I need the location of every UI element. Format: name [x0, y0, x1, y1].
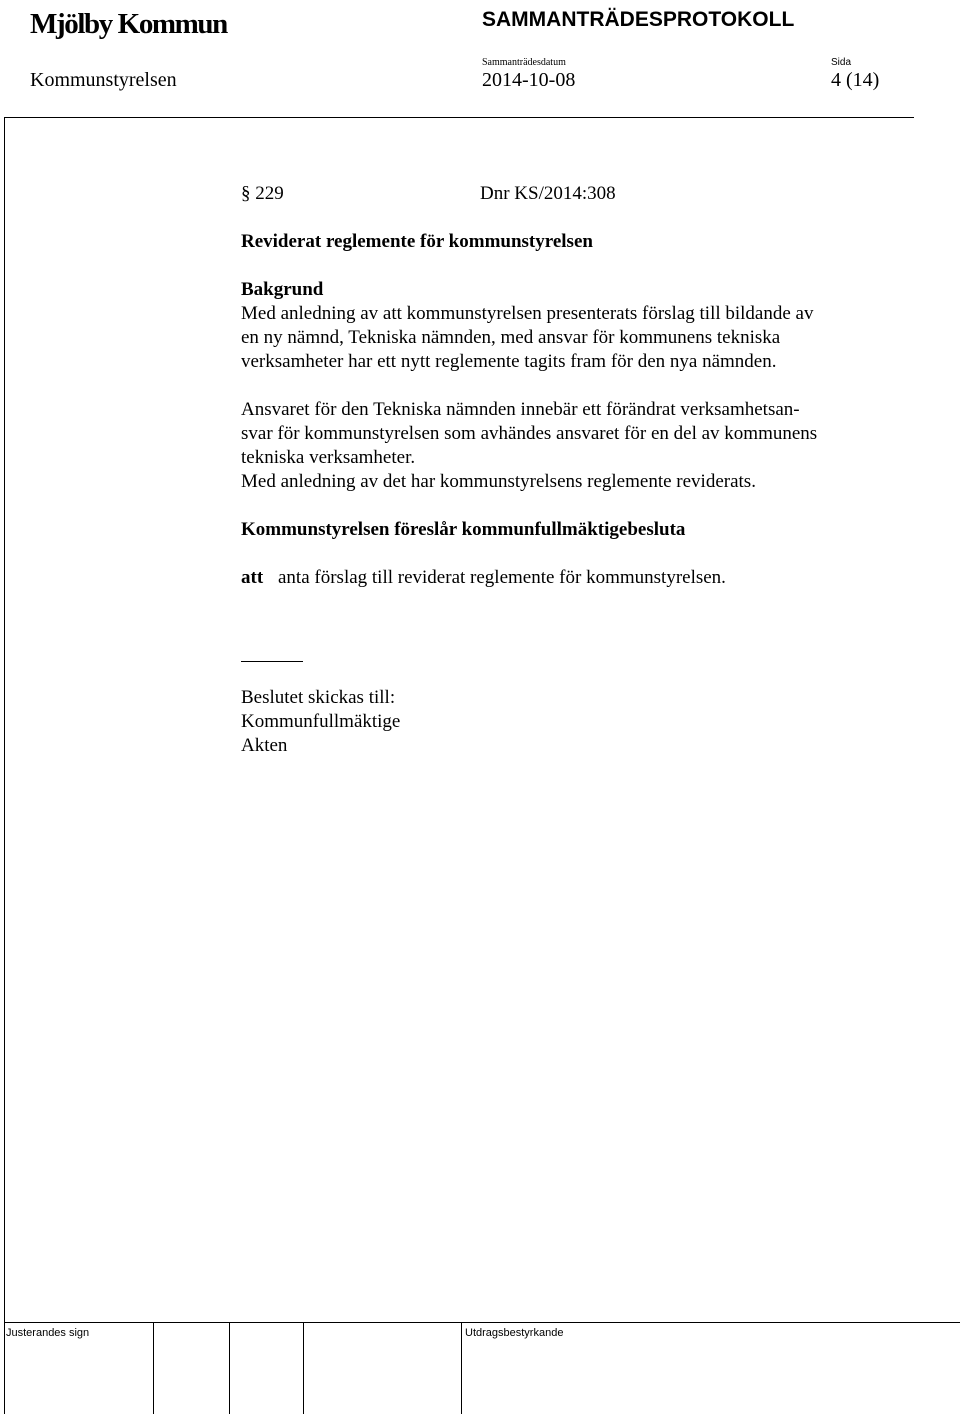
paragraph-line: Med anledning av det har kommunstyrelsens reglemente reviderats.: [241, 471, 756, 492]
meeting-date-label: Sammanträdesdatum: [482, 57, 566, 68]
page-number: 4 (14): [831, 69, 880, 91]
section-number: § 229: [241, 183, 284, 204]
diary-number: Dnr KS/2014:308: [480, 183, 616, 204]
signature-box-divider: [4, 1322, 5, 1414]
signature-box-divider: [153, 1322, 154, 1414]
sent-to-label: Beslutet skickas till:: [241, 687, 396, 708]
recipient: Akten: [241, 735, 288, 756]
paragraph-line: Ansvaret för den Tekniska nämnden innebär ett förändrat verksamhetsan-: [241, 399, 800, 420]
justering-sign-label: Justerandes sign: [6, 1327, 90, 1339]
left-margin-line: [4, 117, 5, 1414]
municipality-logo: Mjölby Kommun: [30, 8, 227, 40]
decision-keyword: att: [241, 567, 264, 588]
item-header-row: [241, 182, 901, 206]
proposal-heading: Kommunstyrelsen föreslår kommunfullmäktigebesluta: [241, 519, 686, 540]
background-heading: Bakgrund: [241, 279, 324, 300]
paragraph-line: tekniska verksamheter.: [241, 447, 416, 468]
utdrag-label: Utdragsbestyrkande: [465, 1327, 564, 1339]
minutes-item: [241, 182, 901, 758]
background-line: Med anledning av att kommunstyrelsen presenterats förslag till bildande av: [241, 303, 814, 324]
decision-text: anta förslag till reviderat reglemente för kommunstyrelsen.: [278, 567, 726, 588]
page-label: Sida: [831, 57, 852, 68]
decision-row: [241, 566, 901, 590]
background-line: en ny nämnd, Tekniska nämnden, med ansvar för kommunens tekniska: [241, 327, 781, 348]
item-title: Reviderat reglemente för kommunstyrelsen: [241, 231, 593, 252]
paragraph-line: svar för kommunstyrelsen som avhändes ansvaret för en del av kommunens: [241, 423, 818, 444]
meeting-date: 2014-10-08: [482, 69, 576, 91]
background-line: verksamheter har ett nytt reglemente tagits fram för den nya nämnden.: [241, 351, 777, 372]
signature-box-divider: [229, 1322, 230, 1414]
recipient: Kommunfullmäktige: [241, 711, 401, 732]
signature-box-divider: [303, 1322, 304, 1414]
header-divider: [4, 117, 914, 118]
organization-name: Kommunstyrelsen: [30, 69, 177, 91]
signature-box-divider: [461, 1322, 462, 1414]
document-type: SAMMANTRÄDESPROTOKOLL: [482, 8, 795, 31]
footer-divider: [4, 1322, 960, 1323]
